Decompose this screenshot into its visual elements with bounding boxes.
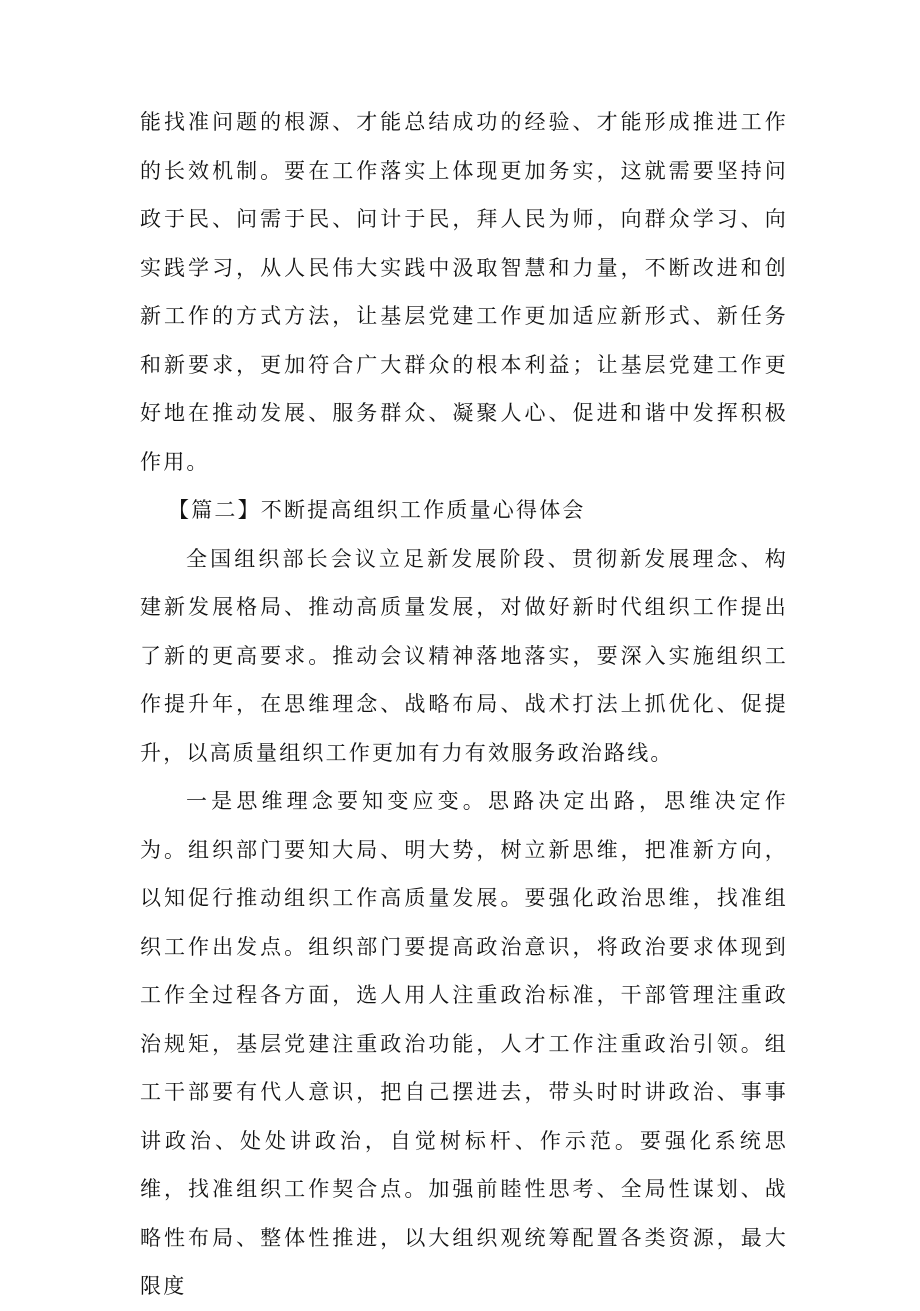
point-one-paragraph: 一是思维理念要知变应变。思路决定出路，思维决定作为。组织部门要知大局、明大势，树立新思维，把准新方向，以知促行推动组织工作高质量发展。要强化政治思维，找准组织工作出发点。组织部门要提高政治意识，将政治要求体现到工作全过程各方面，选人用人注重政治标准，干部管理注重政治规矩，基层党建注重政治功能，人才工作注重政治引领。组工干部要有代人意识，把自己摆进去，带头时时讲政治、事事讲政治、处处讲政治，自觉树标杆、作示范。要强化系统思维，找准组织工作契合点。加强前睦性思考、全局性谋划、战略性布局、整体性推进，以大组织观统筹配置各类资源，最大限度 — [140, 789, 788, 1298]
continuation-paragraph: 能找准问题的根源、才能总结成功的经验、才能形成推进工作的长效机制。要在工作落实上体现更加务实，这就需要坚持问政于民、问需于民、问计于民，拜人民为师，向群众学习、向实践学习，从人民伟大实践中汲取智慧和力量，不断改进和创新工作的方式方法，让基层党建工作更加适应新形式、新任务和新要求，更加符合广大群众的根本利益；让基层党建工作更好地在推动发展、服务群众、凝聚人心、促进和谐中发挥积极作用。 — [140, 110, 788, 474]
section-heading: 【篇二】不断提高组织工作质量心得体会 — [168, 498, 586, 522]
document-body — [140, 98, 788, 1311]
intro-paragraph: 全国组织部长会议立足新发展阶段、贯彻新发展理念、构建新发展格局、推动高质量发展，对做好新时代组织工作提出了新的更高要求。推动会议精神落地落实，要深入实施组织工作提升年，在思维理念、战略布局、战术打法上抓优化、促提升，以高质量组织工作更加有力有效服务政治路线。 — [140, 546, 788, 765]
